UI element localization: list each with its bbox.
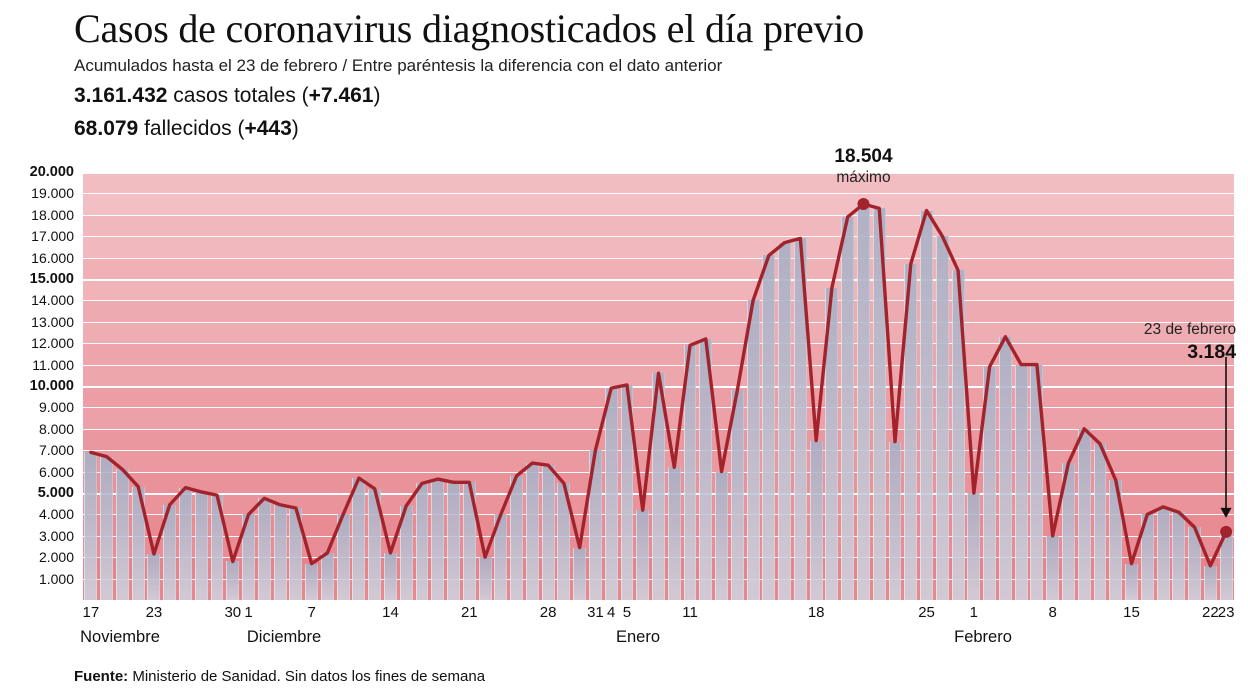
x-axis-tick-label: 17: [82, 604, 100, 621]
x-axis-ticks: [83, 600, 1234, 624]
y-axis-tick-label: 9.000: [38, 399, 74, 416]
x-axis-month-label: Diciembre: [246, 628, 322, 646]
x-axis-tick-label: 1: [244, 604, 253, 621]
y-axis-tick-label: 3.000: [38, 527, 74, 544]
y-axis-tick-label: 20.000: [29, 164, 74, 180]
chart-header: [74, 6, 1234, 143]
total-deaths-delta: +443: [244, 117, 292, 140]
x-axis-tick-label: 11: [682, 604, 698, 621]
source-label: Fuente:: [74, 668, 129, 685]
source-note: [74, 668, 485, 685]
last-day-annotation: [991, 320, 1236, 364]
line-series: [83, 172, 1237, 600]
x-axis-tick-label: 23: [145, 604, 163, 621]
y-axis-tick-label: 15.000: [29, 271, 74, 287]
x-axis-tick-label: 1: [969, 604, 978, 621]
source-text: Ministerio de Sanidad. Sin datos los fines de semana: [128, 668, 486, 685]
x-axis-tick-label: 21: [460, 604, 478, 621]
last-point-marker: [1220, 526, 1232, 538]
x-axis-tick-label: 15: [1123, 604, 1140, 621]
x-axis-tick-label: 25: [918, 604, 935, 621]
y-axis-labels: [0, 164, 80, 600]
x-axis-month-label: Noviembre: [80, 628, 160, 646]
total-deaths-text: fallecidos (: [138, 117, 245, 140]
y-axis-tick-label: 18.000: [31, 206, 74, 223]
y-axis-tick-label: 12.000: [31, 335, 74, 352]
x-axis-tick-label: 28: [539, 604, 557, 621]
x-axis-tick-label: 22: [1202, 604, 1219, 621]
y-axis-tick-label: 2.000: [38, 549, 74, 566]
y-axis-tick-label: 13.000: [31, 313, 74, 330]
total-cases-stat: [74, 81, 1234, 110]
y-axis-tick-label: 5.000: [37, 485, 74, 501]
x-axis-tick-label: 5: [622, 604, 632, 621]
y-axis-tick-label: 10.000: [29, 378, 74, 394]
y-axis-tick-label: 16.000: [31, 249, 74, 266]
x-axis-tick-label: 18: [807, 604, 825, 621]
y-axis-tick-label: 14.000: [31, 292, 74, 309]
y-axis-tick-label: 6.000: [38, 463, 74, 480]
last-day-value: 3.184: [1187, 341, 1237, 363]
max-annotation-value: 18.504: [834, 146, 893, 167]
x-axis-tick-label: 30: [224, 604, 242, 621]
total-deaths-stat: [74, 114, 1234, 143]
x-axis-tick-label: 7: [307, 604, 316, 621]
y-axis-tick-label: 17.000: [31, 228, 74, 245]
x-axis-months: [0, 628, 1248, 654]
max-annotation: [793, 146, 933, 187]
annotation-arrow-icon: [1215, 357, 1237, 518]
y-axis-tick-label: 11.000: [32, 356, 74, 373]
total-cases-value: 3.161.432: [74, 84, 168, 107]
last-day-date: 23 de febrero: [1143, 321, 1237, 338]
x-axis-tick-label: 14: [382, 604, 399, 621]
total-cases-close: ): [373, 84, 381, 107]
trend-line: [91, 204, 1226, 566]
page-title: Casos de coronavirus diagnosticados el día previo: [74, 6, 865, 51]
total-cases-delta: +7.461: [308, 84, 374, 107]
x-axis-tick-label: 31: [587, 604, 604, 621]
y-axis-tick-label: 8.000: [38, 420, 74, 437]
total-deaths-value: 68.079: [74, 117, 139, 140]
x-axis-tick-label: 4: [607, 604, 616, 621]
max-point-marker: [857, 198, 869, 210]
chart-subtitle: Acumulados hasta el 23 de febrero / Entre paréntesis la diferencia con el dato anterior: [74, 56, 723, 75]
y-axis-tick-label: 19.000: [31, 185, 74, 202]
x-axis-month-label: Febrero: [954, 628, 1012, 646]
plot-area: [83, 172, 1237, 600]
total-cases-text: casos totales (: [167, 84, 309, 107]
max-annotation-label: máximo: [836, 169, 891, 186]
y-axis-tick-label: 4.000: [38, 506, 74, 523]
x-axis-month-label: Enero: [615, 628, 661, 646]
y-axis-tick-label: 1.000: [38, 570, 74, 587]
x-axis-tick-label: 23: [1217, 604, 1235, 621]
total-deaths-close: ): [291, 117, 299, 140]
y-axis-tick-label: 7.000: [38, 442, 74, 459]
x-axis-tick-label: 8: [1048, 604, 1057, 621]
